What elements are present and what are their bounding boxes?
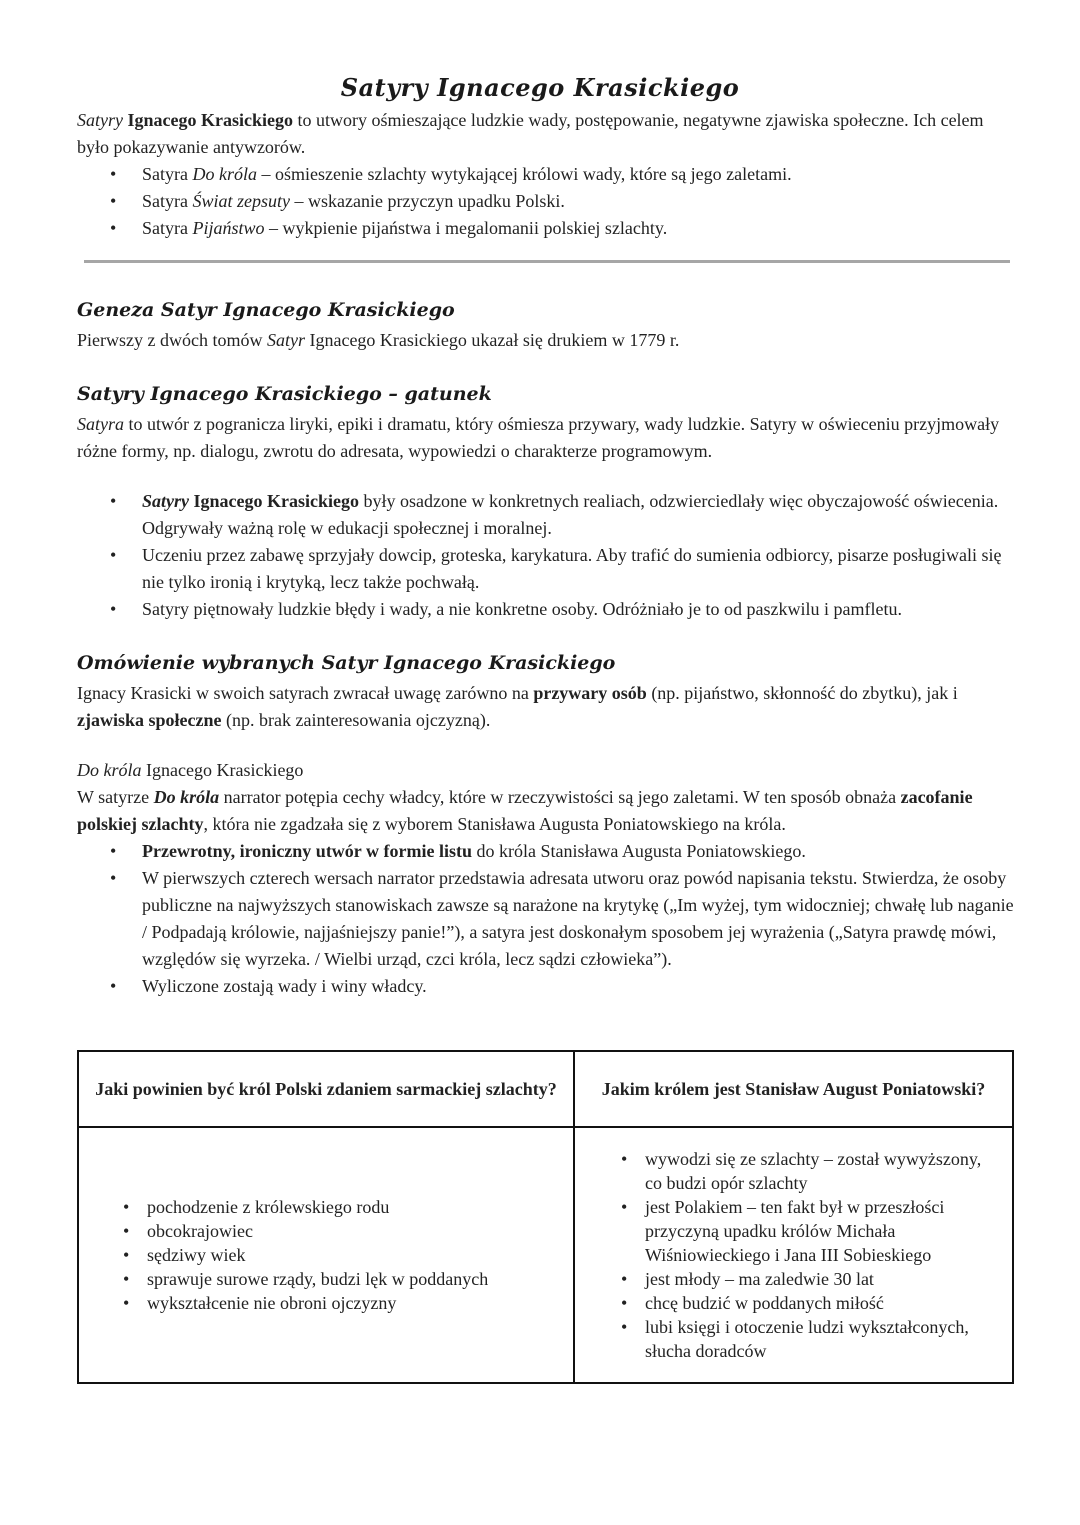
table-header-row (78, 1051, 1013, 1127)
table-header-left: Jaki powinien być król Polski zdaniem sarmackiej szlachty? (78, 1051, 574, 1127)
intro-author-bold: Ignacego Krasickiego (127, 110, 293, 130)
table-cell-left (78, 1127, 574, 1383)
list-item: • Wyliczone zostają wady i winy władcy. (77, 973, 1017, 1000)
table-list-item: • pochodzenie z królewskiego rodu (117, 1195, 563, 1219)
table-list-item: • obcokrajowiec (117, 1219, 563, 1243)
right-list (615, 1147, 1002, 1363)
list-item: • Przewrotny, ironiczny utwór w formie listu do króla Stanisława Augusta Poniatowskiego. (77, 838, 1017, 865)
gatunek-section (77, 411, 1017, 623)
intro-satyry-italic: Satyry (77, 110, 123, 130)
omowienie-section (77, 680, 1017, 734)
list-item: • W pierwszych czterech wersach narrator przedstawia adresata utworu oraz powód napisania tekstu. Stwierdza, że osoby publiczne na najwyższych stanowiskach zawsze są narażone na krytykę („Im wyżej, tym widoczniej; chwałę lub naganie / Podpadają królowie, najjaśniejszy panie!”), a satyra jest doskonałym sposobem jej wyrażenia („Satyra prawdę mówi, względów się wyrzeka. / Wielbi urząd, czci króla, lecz sądzi człowieka”). (77, 865, 1017, 973)
heading-gatunek: Satyry Ignacego Krasickiego – gatunek (77, 383, 492, 405)
work-title: Do króla (192, 164, 257, 184)
work-title: Świat zepsuty (192, 191, 290, 211)
dokrola-paragraph: W satyrze Do króla narrator potępia cechy władcy, które w rzeczywistości są jego zaletami. W ten sposób obnaża zacofanie polskiej szlachty, która nie zgadzała się z wyborem Stanisława Augusta Poniatowskiego na króla. (77, 787, 973, 834)
table-list-item: • sędziwy wiek (117, 1243, 563, 1267)
list-item: • Satyry piętnowały ludzkie błędy i wady, a nie konkretne osoby. Odróżniało je to od paszkwilu i pamfletu. (77, 596, 1017, 623)
table-list-item: • jest młody – ma zaledwie 30 lat (615, 1267, 1002, 1291)
work-title: Pijaństwo (192, 218, 265, 238)
table-list-item: • wykształcenie nie obroni ojczyzny (117, 1291, 563, 1315)
gatunek-list (77, 488, 1017, 623)
intro-text: to utwory ośmieszające ludzkie wady, postępowanie, negatywne zjawiska społeczne. Ich celem było pokazywanie antywzorów. (77, 110, 984, 157)
table-list-item: • wywodzi się ze szlachty – został wywyższony, co budzi opór szlachty (615, 1147, 1002, 1195)
list-item: • Satyra Do króla – ośmieszenie szlachty wytykającej królowi wady, które są jego zaletami. (77, 161, 1017, 188)
intro-list (77, 161, 1017, 242)
geneza-section (77, 327, 1017, 354)
table-list-item: • chcę budzić w poddanych miłość (615, 1291, 1002, 1315)
left-list (117, 1195, 563, 1315)
omowienie-paragraph: Ignacy Krasicki w swoich satyrach zwracał uwagę zarówno na przywary osób (np. pijaństwo, skłonność do zbytku), jak i zjawiska społeczne (np. brak zainteresowania ojczyzną). (77, 683, 958, 730)
list-item: • Satyry Ignacego Krasickiego były osadzone w konkretnych realiach, odzwierciedlały więc obyczajowość oświecenia. Odgrywały ważną rolę w edukacji społecznej i moralnej. (77, 488, 1017, 542)
dokrola-subtitle: Do króla Ignacego Krasickiego (77, 760, 304, 780)
dokrola-list (77, 838, 1017, 1000)
horizontal-divider (84, 260, 1010, 263)
table-cell-right (574, 1127, 1013, 1383)
list-item: • Satyra Pijaństwo – wykpienie pijaństwa i megalomanii polskiej szlachty. (77, 215, 1017, 242)
geneza-paragraph: Pierwszy z dwóch tomów Satyr Ignacego Krasickiego ukazał się drukiem w 1779 r. (77, 330, 680, 350)
comparison-table (77, 1050, 1014, 1384)
table-row (78, 1127, 1013, 1383)
intro-section (77, 107, 1017, 242)
table-list-item: • sprawuje surowe rządy, budzi lęk w poddanych (117, 1267, 563, 1291)
page-title: Satyry Ignacego Krasickiego (340, 73, 740, 102)
table-header-right: Jakim królem jest Stanisław August Poniatowski? (574, 1051, 1013, 1127)
list-item: • Uczeniu przez zabawę sprzyjały dowcip, groteska, karykatura. Aby trafić do sumienia odbiorcy, pisarze posługiwali się nie tylko ironią i krytyką, lecz także pochwałą. (77, 542, 1017, 596)
table-list-item: • lubi księgi i otoczenie ludzi wykształconych, słucha doradców (615, 1315, 1002, 1363)
heading-geneza: Geneza Satyr Ignacego Krasickiego (77, 299, 455, 321)
heading-omowienie: Omówienie wybranych Satyr Ignacego Krasickiego (77, 652, 616, 674)
list-item: • Satyra Świat zepsuty – wskazanie przyczyn upadku Polski. (77, 188, 1017, 215)
gatunek-paragraph: Satyra to utwór z pogranicza liryki, epiki i dramatu, który ośmiesza przywary, wady ludzkie. Satyry w oświeceniu przyjmowały różne formy, np. dialogu, zwrotu do adresata, wypowiedzi o charakterze programowym. (77, 414, 1000, 461)
table-list-item: • jest Polakiem – ten fakt był w przeszłości przyczyną upadku królów Michała Wiśniowieckiego i Jana III Sobieskiego (615, 1195, 1002, 1267)
dokrola-section (77, 757, 1017, 1000)
intro-paragraph (77, 107, 1017, 161)
